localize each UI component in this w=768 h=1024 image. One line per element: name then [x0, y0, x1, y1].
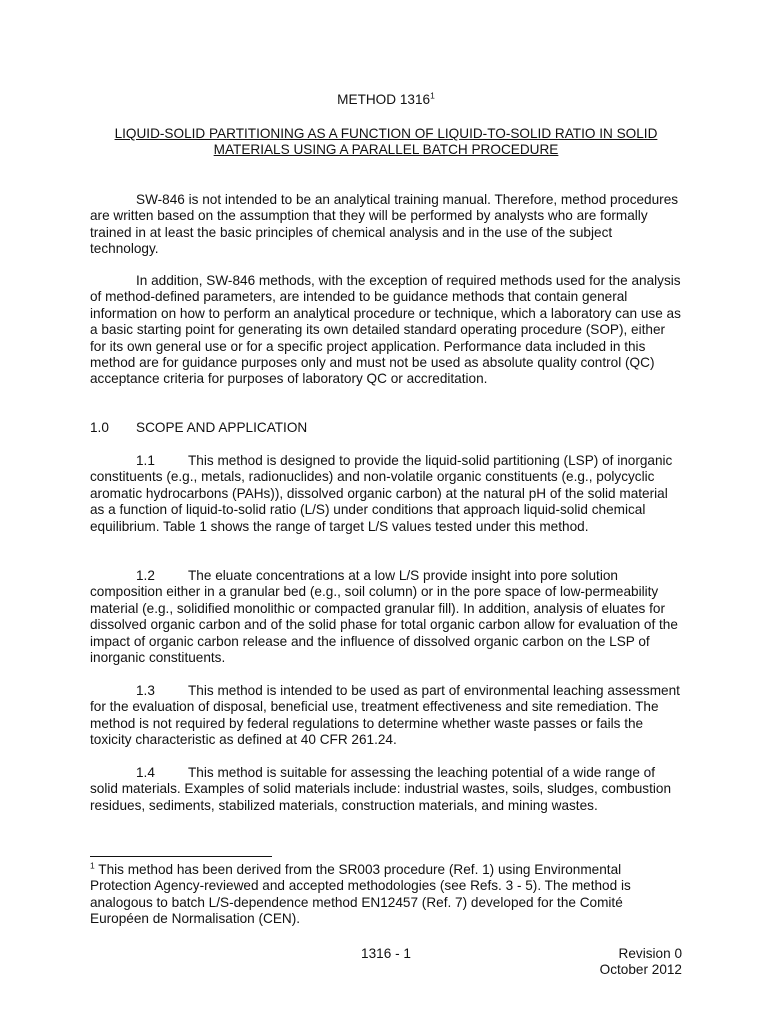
- revision-block: [600, 946, 682, 979]
- method-title-text: METHOD 1316: [337, 92, 431, 107]
- footnote-ref: 1: [430, 90, 435, 101]
- item-number: 1.1: [136, 453, 155, 468]
- revision-date: October 2012: [599, 962, 682, 978]
- item-text: This method is intended to be used as part of environmental leaching assessment for the evaluation of disposal, beneficial use, treatment effectiveness and site remediation. The method is not required by federal regulations to determine whether waste passes or fails the toxicity characteristic as defined at 40 CFR 261.24.: [90, 683, 680, 748]
- footnote-text: This method has been derived from the SR003 procedure (Ref. 1) using Environmental Protection Agency-reviewed and accepted methodologies (see Refs. 3 - 5). The method is analogous to batch L/S-dependence method EN12457 (Ref. 7) developed for the Comité Européen de Normalisation (CEN).: [90, 862, 631, 927]
- document-subtitle: [90, 126, 682, 159]
- item-text: The eluate concentrations at a low L/S provide insight into pore solution composition either in a granular bed (e.g., soil column) or in the pore space of low-permeability material (e.g., solidified monolithic or compacted granular fill). In addition, analysis of eluates for dissolved organic carbon and of the solid phase for total organic carbon allow for evaluation of the impact of organic carbon release and the influence of dissolved organic carbon on the LSP of inorganic constituents.: [90, 568, 678, 666]
- page-number: 1316 - 1: [361, 946, 411, 961]
- intro-paragraph-2: In addition, SW-846 methods, with the exception of required methods used for the analysis of method-defined parameters, are intended to be guidance methods that contain general information on how to perform an analytical procedure or technique, which a laboratory can use as a basic starting point for generating its own detailed standard operating procedure (SOP), either for its own general use or for a specific project application. Performance data included in this method are for guidance purposes only and must not be used as absolute quality control (QC) acceptance criteria for purposes of laboratory QC or accreditation.: [90, 273, 681, 387]
- section-title: SCOPE AND APPLICATION: [136, 420, 308, 435]
- item-text: This method is suitable for assessing the leaching potential of a wide range of solid materials. Examples of solid materials include: industrial wastes, soils, sludges, combustion residues, sediments, stabilized materials, construction materials, and mining wastes.: [90, 765, 672, 813]
- document-page: [90, 0, 682, 1024]
- revision-label: Revision 0: [618, 946, 682, 961]
- section-item-1-1: [90, 453, 682, 535]
- section-heading: [90, 420, 307, 436]
- section-item-1-4: [90, 765, 682, 814]
- subtitle-line-2: MATERIALS USING A PARALLEL BATCH PROCEDURE: [213, 142, 559, 158]
- section-item-1-3: [90, 683, 682, 749]
- footnote-divider: [90, 856, 272, 857]
- footnote: [90, 862, 682, 928]
- item-number: 1.2: [136, 568, 155, 583]
- subtitle-line-1: LIQUID-SOLID PARTITIONING AS A FUNCTION OF LIQUID-TO-SOLID RATIO IN SOLID: [114, 126, 658, 141]
- intro-paragraph-1: SW-846 is not intended to be an analytical training manual. Therefore, method procedures are written based on the assumption that they will be performed by analysts who are formally trained in at least the basic principles of chemical analysis and in the use of the subject technology.: [90, 192, 679, 257]
- section-item-1-2: [90, 568, 682, 666]
- footnote-marker: 1: [90, 860, 95, 871]
- item-number: 1.4: [136, 765, 155, 780]
- section-number: 1.0: [90, 420, 109, 435]
- item-text: This method is designed to provide the liquid-solid partitioning (LSP) of inorganic constituents (e.g., metals, radionuclides) and non-volatile organic constituents (e.g., polycyclic aromatic hydrocarbons (PAHs)), dissolved organic carbon) at the natural pH of the solid material as a function of liquid-to-solid ratio (L/S) under conditions that approach liquid-solid chemical equilibrium. Table 1 shows the range of target L/S values tested under this method.: [90, 453, 673, 534]
- method-title: [90, 92, 682, 108]
- item-number: 1.3: [136, 683, 155, 698]
